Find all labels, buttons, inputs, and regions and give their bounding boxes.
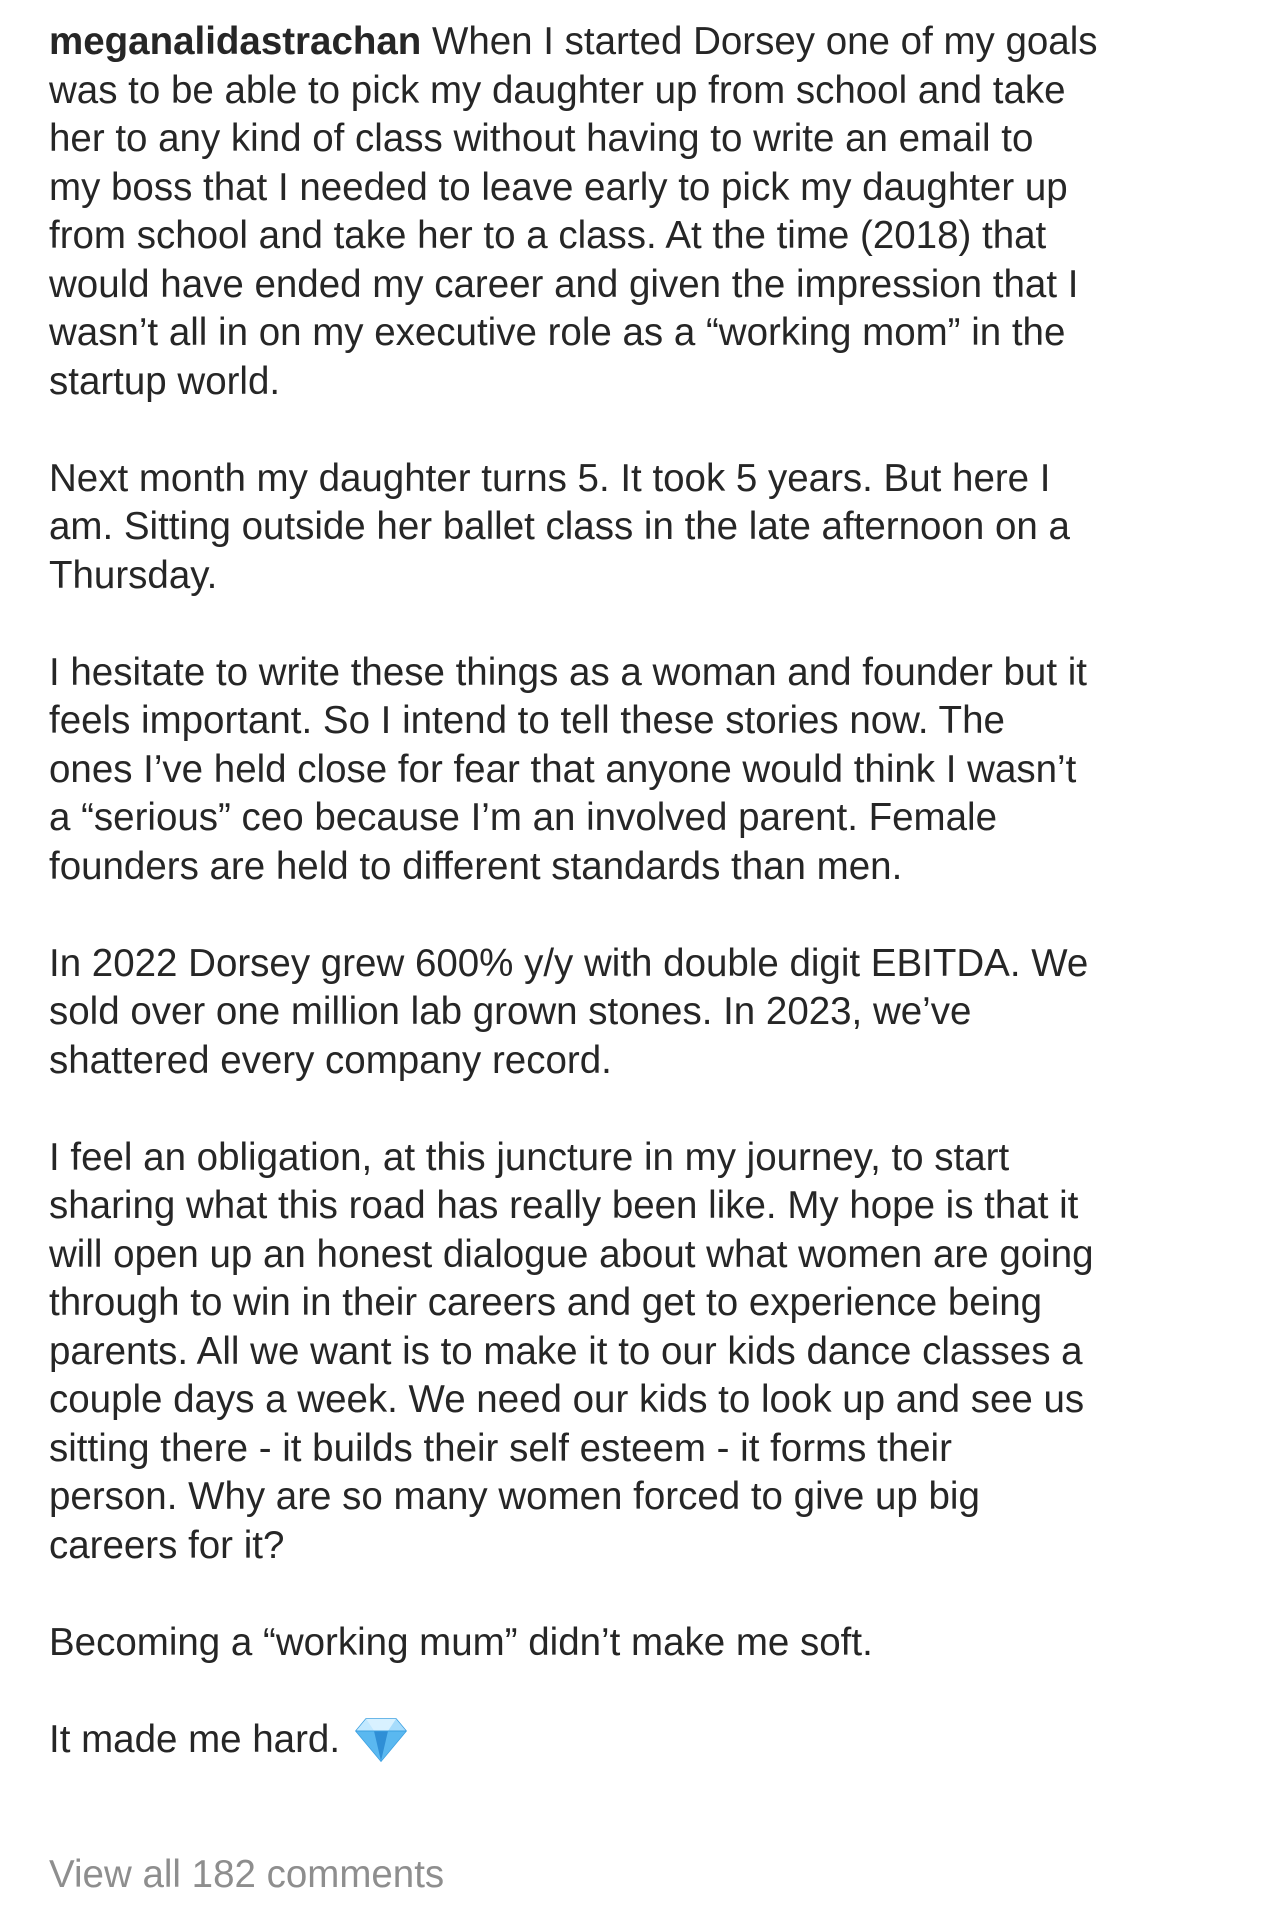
- caption-line: I hesitate to write these things as a woman and founder but it: [49, 650, 1087, 694]
- caption-line: a “serious” ceo because I’m an involved parent. Female: [49, 796, 998, 839]
- caption-line: Next month my daughter turns 5. It took 5 years. But here I: [49, 456, 1051, 500]
- view-all-comments-link[interactable]: View all 182 comments: [49, 1853, 445, 1896]
- caption-line: shattered every company record.: [49, 1038, 612, 1082]
- caption-line: my boss that I needed to leave early to pick my daughter up: [49, 165, 1068, 209]
- caption-line: Becoming a “working mum” didn’t make me soft.: [49, 1620, 873, 1664]
- caption-line: ones I’ve held close for fear that anyone would think I wasn’t: [49, 747, 1077, 791]
- caption-paragraph-1: [49, 18, 1244, 406]
- gem-icon: [354, 1717, 408, 1763]
- caption-paragraph-6: [49, 1619, 1244, 1668]
- caption-line: sitting there - it builds their self esteem - it forms their: [49, 1426, 952, 1470]
- caption-line: sold over one million lab grown stones. In 2023, we’ve: [49, 990, 972, 1033]
- caption-paragraph-5: [49, 1134, 1244, 1571]
- caption-line: am. Sitting outside her ballet class in the late afternoon on a: [49, 505, 1070, 548]
- caption-line: will open up an honest dialogue about what women are going: [49, 1232, 1094, 1276]
- caption-paragraph-4: [49, 940, 1244, 1086]
- caption-paragraph-3: [49, 649, 1244, 892]
- caption-line: founders are held to different standards than men.: [49, 844, 903, 888]
- caption-line: In 2022 Dorsey grew 600% y/y with double digit EBITDA. We: [49, 941, 1089, 985]
- post-caption: [49, 18, 1244, 1764]
- caption-final-line: [49, 1716, 1244, 1765]
- caption-line: her to any kind of class without having to write an email to: [49, 117, 1034, 160]
- caption-line: careers for it?: [49, 1523, 285, 1567]
- caption-line: Thursday.: [49, 553, 218, 597]
- caption-line: sharing what this road has really been like. My hope is that it: [49, 1184, 1079, 1227]
- caption-line: startup world.: [49, 359, 281, 403]
- caption-line: person. Why are so many women forced to give up big: [49, 1475, 980, 1518]
- caption-final-text: It made me hard.: [49, 1717, 341, 1761]
- caption-line: feels important. So I intend to tell these stories now. The: [49, 699, 1005, 742]
- post-username[interactable]: meganalidastrachan: [49, 20, 422, 63]
- caption-line: [49, 18, 1244, 67]
- caption-line: wasn’t all in on my executive role as a “working mom” in the: [49, 311, 1066, 354]
- caption-line: parents. All we want is to make it to our kids dance classes a: [49, 1329, 1083, 1373]
- caption-line: couple days a week. We need our kids to look up and see us: [49, 1378, 1085, 1421]
- caption-line: would have ended my career and given the impression that I: [49, 262, 1079, 306]
- caption-paragraph-2: [49, 455, 1244, 601]
- caption-line: was to be able to pick my daughter up from school and take: [49, 68, 1066, 112]
- caption-line: I feel an obligation, at this juncture in my journey, to start: [49, 1135, 1010, 1179]
- caption-text: When I started Dorsey one of my goals: [432, 20, 1098, 63]
- caption-line: from school and take her to a class. At the time (2018) that: [49, 214, 1047, 257]
- caption-line: through to win in their careers and get to experience being: [49, 1281, 1043, 1324]
